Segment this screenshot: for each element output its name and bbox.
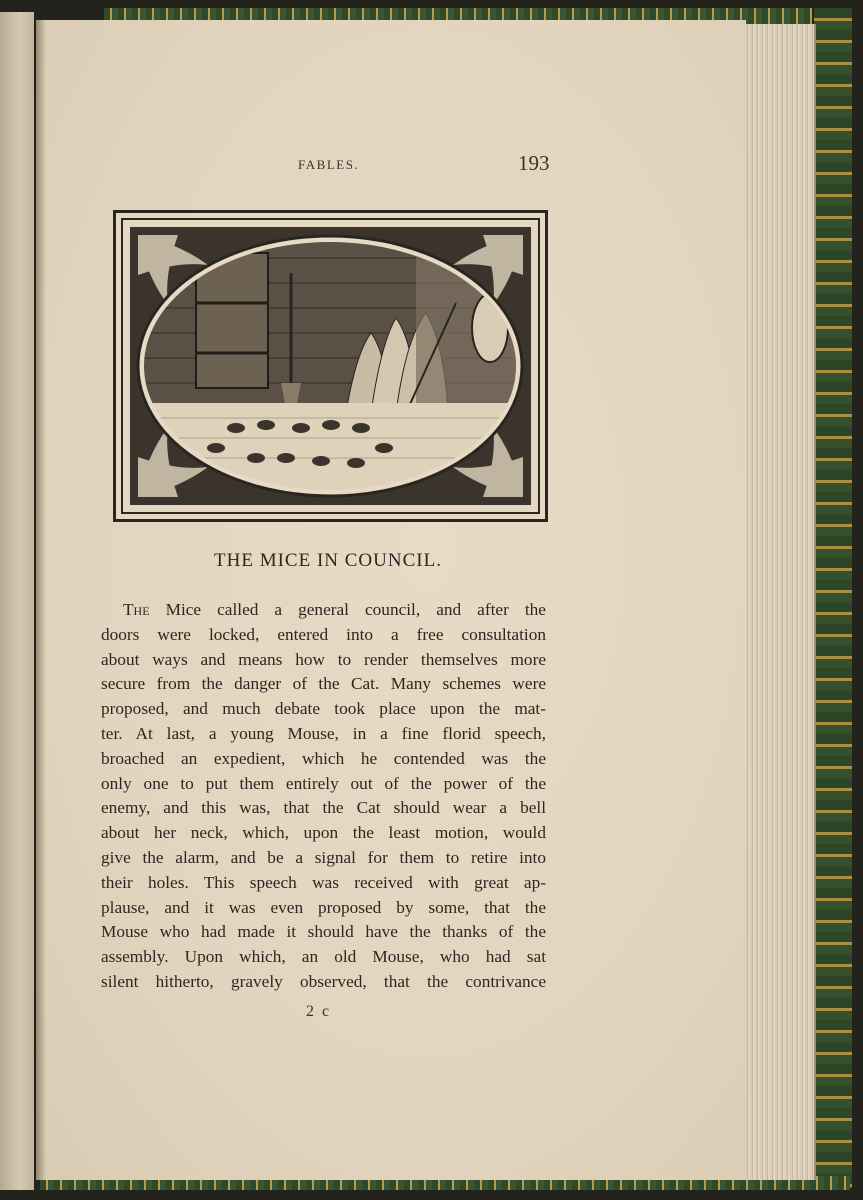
body-line: silent hitherto, gravely observed, that the contrivance	[101, 971, 546, 991]
body-line: their holes. This speech was received with great ap-	[101, 872, 546, 892]
body-line: Mouse who had made it should have the thanks of the	[101, 922, 546, 942]
body-line: enemy, and this was, that the Cat should wear a bell	[101, 798, 546, 818]
fable-body	[101, 598, 546, 995]
body-line	[101, 598, 546, 623]
body-line: about ways and means how to render themselves more	[101, 649, 546, 669]
lead-word: The	[123, 600, 150, 619]
fable-title: THE MICE IN COUNCIL.	[214, 550, 442, 571]
body-line: about her neck, which, upon the least motion, would	[101, 823, 546, 843]
body-line: plause, and it was even proposed by some, that the	[101, 897, 546, 917]
first-line-rest: Mice called a general council, and after the	[165, 600, 546, 619]
page-edges	[740, 24, 816, 1180]
body-line: only one to put them entirely out of the power of the	[101, 773, 546, 793]
body-line: give the alarm, and be a signal for them to retire into	[101, 847, 546, 867]
cover-border-right	[812, 8, 852, 1188]
running-head: FABLES.	[298, 157, 360, 172]
body-line: broached an expedient, which he contended was the	[101, 748, 546, 768]
body-line: assembly. Upon which, an old Mouse, who had sat	[101, 947, 546, 967]
illustration-art	[116, 213, 545, 519]
book-page	[36, 20, 746, 1180]
page-number: 193	[518, 151, 550, 175]
signature-mark: 2 c	[306, 1003, 332, 1020]
body-line: proposed, and much debate took place upon the mat-	[101, 699, 546, 719]
gutter-shadow	[36, 20, 46, 1180]
facing-page-edge	[0, 12, 34, 1190]
body-line: ter. At last, a young Mouse, in a fine florid speech,	[101, 723, 546, 743]
body-line: secure from the danger of the Cat. Many schemes were	[101, 674, 546, 694]
body-line: doors were locked, entered into a free consultation	[101, 624, 546, 644]
woodcut-mice-in-cellar-icon	[113, 210, 548, 522]
